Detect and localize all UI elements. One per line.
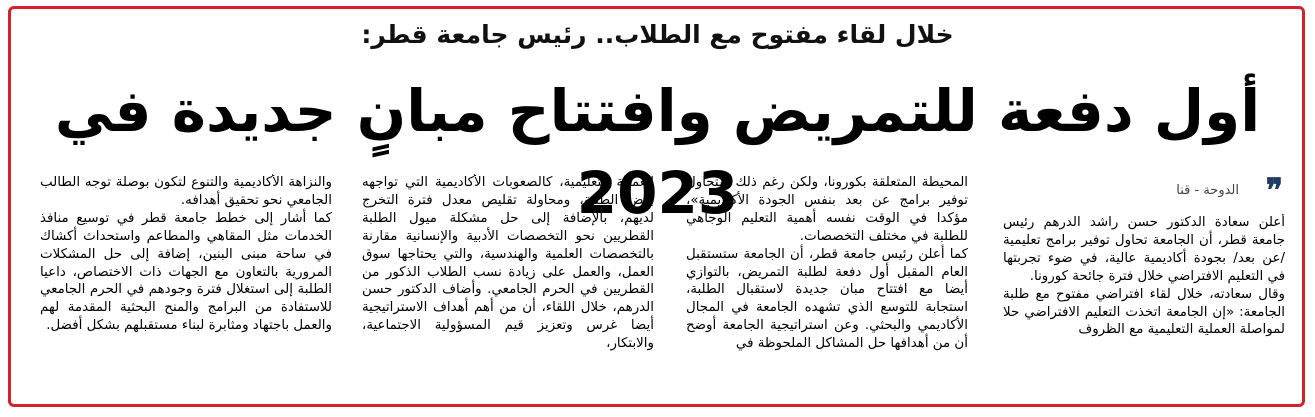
column-paragraph: كما أشار إلى خطط جامعة قطر في توسيع منافذ الخدمات مثل المقاهي والمطاعم واستحداث أكشاك في ساحة مبنى البنين، إضافة إلى حل المشكلات المرورية بالتعاون مع الجهات ذات الاختصاص، داعيا الطلبة إلى استغلال فترة وجودهم في الحرم الجامعي للاستفادة من البرامج والمنح البحثية المقدمة لهم والعمل باجتهاد ومثابرة لبناء مستقبلهم بشكل أفضل.	[40, 210, 332, 334]
dateline	[1093, 171, 1283, 209]
article-column-3	[362, 174, 654, 388]
article-headline: أول دفعة للتمريض وافتتاح مبانٍ جديدة في 2023	[54, 77, 1261, 227]
article-kicker: خلال لقاء مفتوح مع الطلاب.. رئيس جامعة قطر:	[361, 20, 954, 49]
column-paragraph: العملية التعليمية، كالصعوبات الأكاديمية التي تواجهه بعض الطلبة، ومحاولة تقليص معدل فترة التخرج لديهم، بالإضافة إلى حل مشكلة ميول الطلبة القطريين نحو التخصصات الأدبية والإنسانية مقارنة بالتخصصات العلمية والهندسية، والتي يحتاجها سوق العمل، والعمل على زيادة نسب الطلاب الذكور من القطريين في الحرم الجامعي. وأضاف الدكتور حسن الدرهم، خلال اللقاء، أن من أهم أهداف الاستراتيجية أيضا غرس وتعزيز قيم المسؤولية الاجتماعية، والابتكار،	[362, 175, 654, 352]
article-column-2	[686, 174, 968, 388]
column-paragraph: والنزاهة الأكاديمية والتنوع لتكون بوصلة توجه الطالب الجامعي نحو تحقيق أهدافه.	[40, 175, 332, 208]
column-paragraph: كما أعلن رئيس جامعة قطر، أن الجامعة ستستقبل العام المقبل أول دفعة لطلبة التمريض، بالتوازي أيضا مع افتتاح مبان جديدة لاستقبال الطلبة، استجابة للتوسع الذي تشهده الجامعة في المجال الأكاديمي والبحثي. وعن استراتيجية الجامعة أوضح أن من أهدافها حل المشاكل الملحوظة في	[686, 246, 968, 352]
column-paragraph: أعلن سعادة الدكتور حسن راشد الدرهم رئيس جامعة قطر، أن الجامعة تحاول توفير برامج تعليمية /عن بعد/ بجودة أكاديمية عالية، في ضوء تجربتها في التعليم الافتراضي خلال فترة جائحة كورونا.	[1003, 215, 1285, 284]
article-column-4	[40, 174, 332, 388]
article-column-1	[1003, 214, 1285, 390]
quote-icon: ❞	[1265, 171, 1283, 209]
column-paragraph: وقال سعادته، خلال لقاء افتراضي مفتوح مع طلبة الجامعة: «إن الجامعة اتخذت التعليم الافتراضي حلا لمواصلة العملية التعليمية مع الظروف	[1003, 286, 1285, 338]
dateline-text: الدوحة - قنا	[1176, 183, 1239, 198]
column-paragraph: المحيطة المتعلقة بكورونا، ولكن رغم ذلك ستحاول توفير برامج عن بعد بنفس الجودة الأكاديمية»، مؤكدا في الوقت نفسه أهمية التعليم الوجاهي للطلبة في مختلف التخصصات.	[686, 175, 968, 244]
